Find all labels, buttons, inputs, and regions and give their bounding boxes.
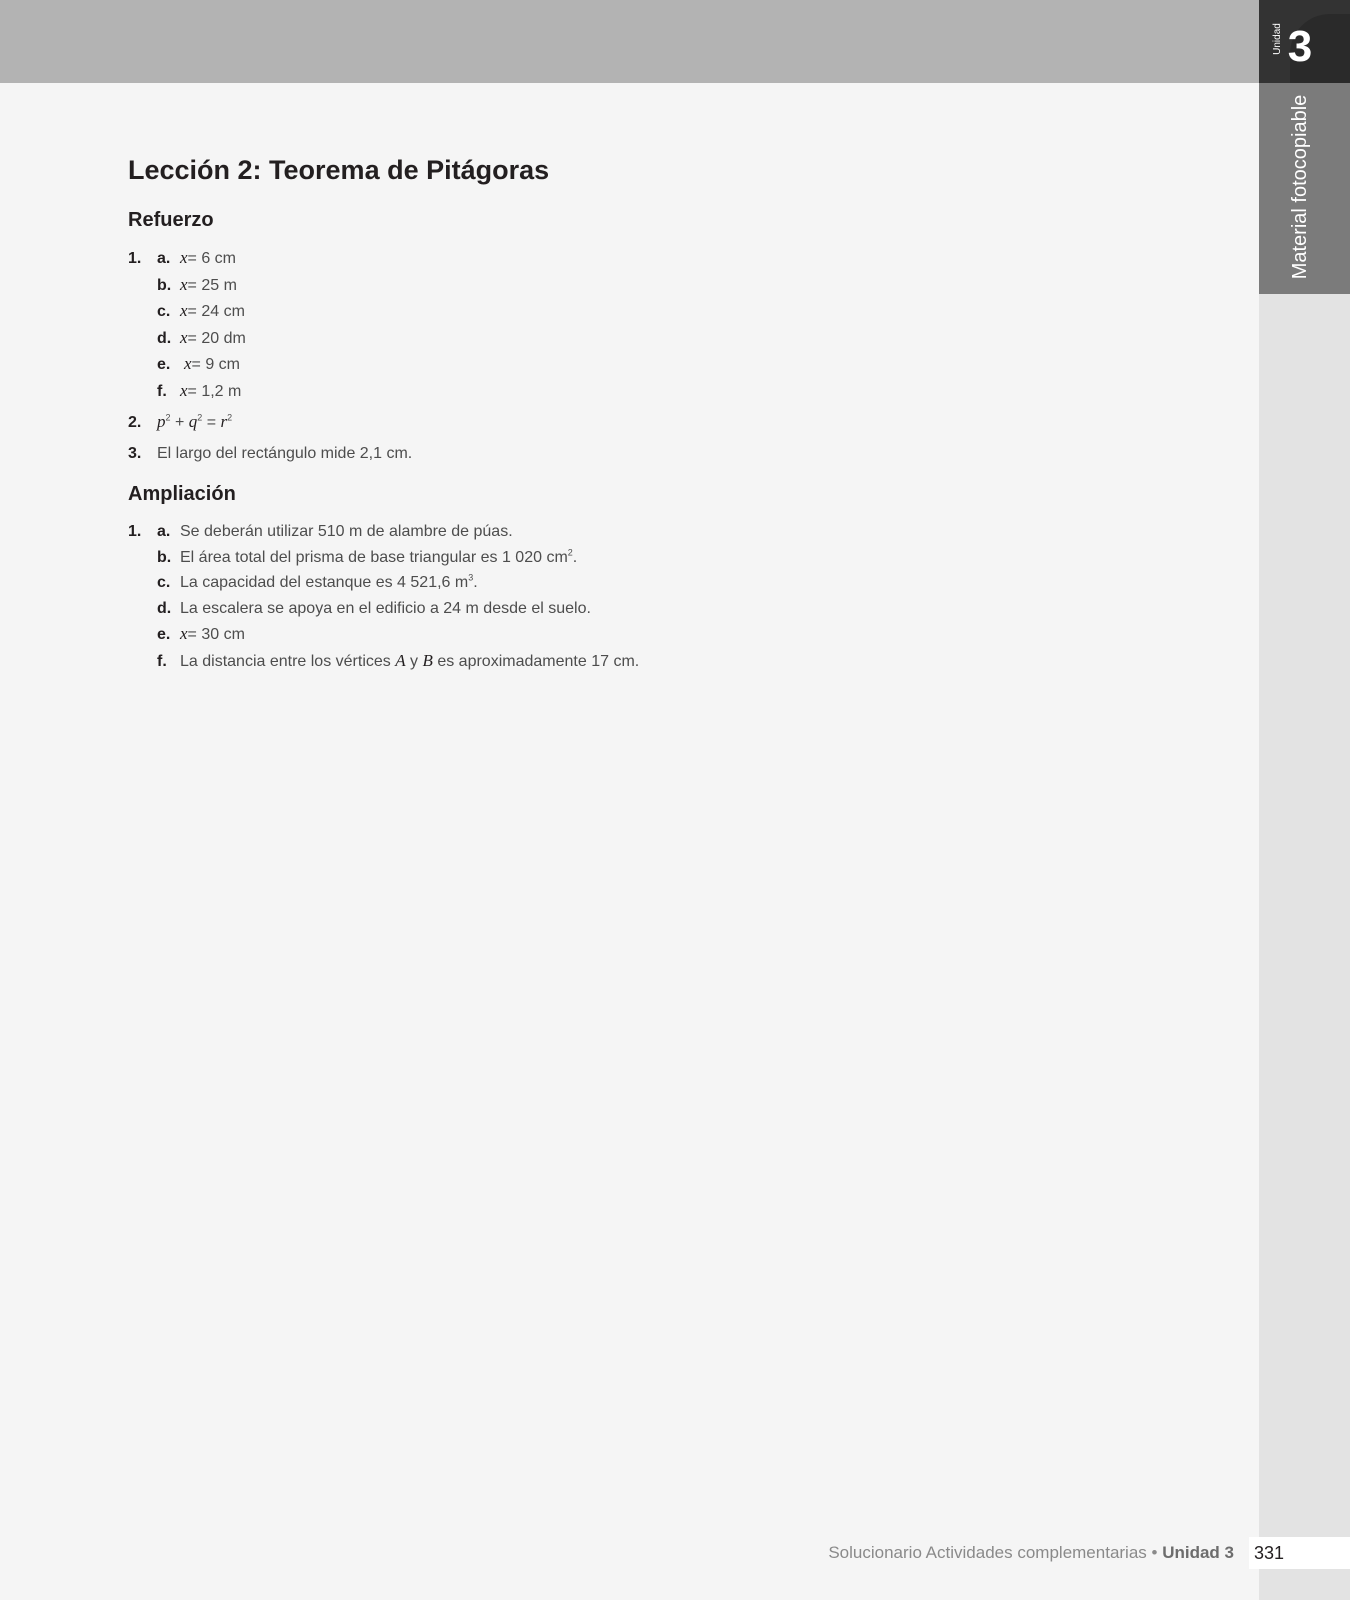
header-band — [0, 0, 1259, 83]
answer-text: = 1,2 m — [187, 382, 242, 400]
list-item — [128, 621, 1128, 648]
item-letter: f. — [157, 382, 167, 400]
list-item — [128, 441, 1128, 467]
list-item — [128, 519, 1128, 545]
variable: x — [184, 354, 192, 373]
pythagoras-formula: $p^2 + q^2 = r^2$ — [157, 412, 233, 431]
variable: x — [180, 624, 188, 643]
list-item — [128, 648, 1128, 675]
answer-text: El área total del prisma de base triangular es 1 020 $cm^2$. — [180, 547, 578, 566]
item-letter: c. — [157, 574, 171, 591]
question-number: 1. — [128, 523, 142, 540]
answer-text: = 30 cm — [187, 626, 245, 643]
list-item — [128, 596, 1128, 622]
answer-text: Se deberán utilizar 510 m de alambre de púas. — [180, 523, 513, 540]
list-item — [128, 409, 1128, 436]
content — [128, 148, 1128, 674]
answer-text: = 20 dm — [187, 329, 246, 347]
answer-text: El largo del rectángulo mide 2,1 cm. — [157, 444, 413, 462]
list-item — [128, 298, 1128, 325]
answer-text: = 25 m — [187, 276, 237, 294]
item-letter: b. — [157, 276, 172, 294]
answer-text: = 24 cm — [187, 303, 245, 320]
unit-number: 3 — [1287, 22, 1313, 71]
item-letter: d. — [157, 329, 172, 347]
item-letter: e. — [157, 356, 171, 373]
item-letter: d. — [157, 599, 172, 617]
question-number: 1. — [128, 250, 142, 267]
page-number: 331 — [1254, 1543, 1285, 1563]
refuerzo-list — [128, 245, 1128, 466]
item-letter: e. — [157, 626, 171, 643]
item-letter: b. — [157, 548, 172, 566]
answer-text: La distancia entre los vértices A y B es aproximadamente 17 cm. — [180, 650, 640, 670]
variable: x — [180, 248, 188, 267]
item-letter: a. — [157, 523, 171, 540]
variable: x — [180, 380, 188, 400]
answer-text: La escalera se apoya en el edificio a 24 m desde el suelo. — [180, 599, 591, 617]
list-item — [128, 272, 1128, 299]
variable: x — [180, 327, 188, 347]
refuerzo-heading: Refuerzo — [128, 209, 214, 231]
list-item — [128, 570, 1128, 596]
list-item — [128, 545, 1128, 571]
page-footer — [0, 1537, 1350, 1569]
answer-text: = 9 cm — [191, 356, 241, 373]
item-letter: f. — [157, 652, 167, 670]
unit-word: Unidad — [1272, 23, 1283, 55]
question-number: 2. — [128, 414, 142, 431]
ampliacion-list — [128, 519, 1128, 674]
footer-text: Solucionario Actividades complementarias • Unidad 3 — [828, 1543, 1234, 1562]
page-title: Lección 2: Teorema de Pitágoras — [128, 155, 550, 185]
ampliacion-heading: Ampliación — [128, 483, 236, 505]
item-letter: a. — [157, 250, 171, 267]
list-item — [128, 351, 1128, 378]
variable: x — [180, 274, 188, 294]
answer-text: La capacidad del estanque es 4 521,6 $m^3$. — [180, 572, 478, 591]
list-item — [128, 325, 1128, 352]
question-number: 3. — [128, 444, 142, 462]
variable: x — [180, 301, 188, 320]
answer-text: = 6 cm — [187, 250, 237, 267]
list-item — [128, 378, 1128, 405]
list-item — [128, 245, 1128, 272]
side-label: Material fotocopiable — [1289, 94, 1311, 280]
item-letter: c. — [157, 303, 171, 320]
